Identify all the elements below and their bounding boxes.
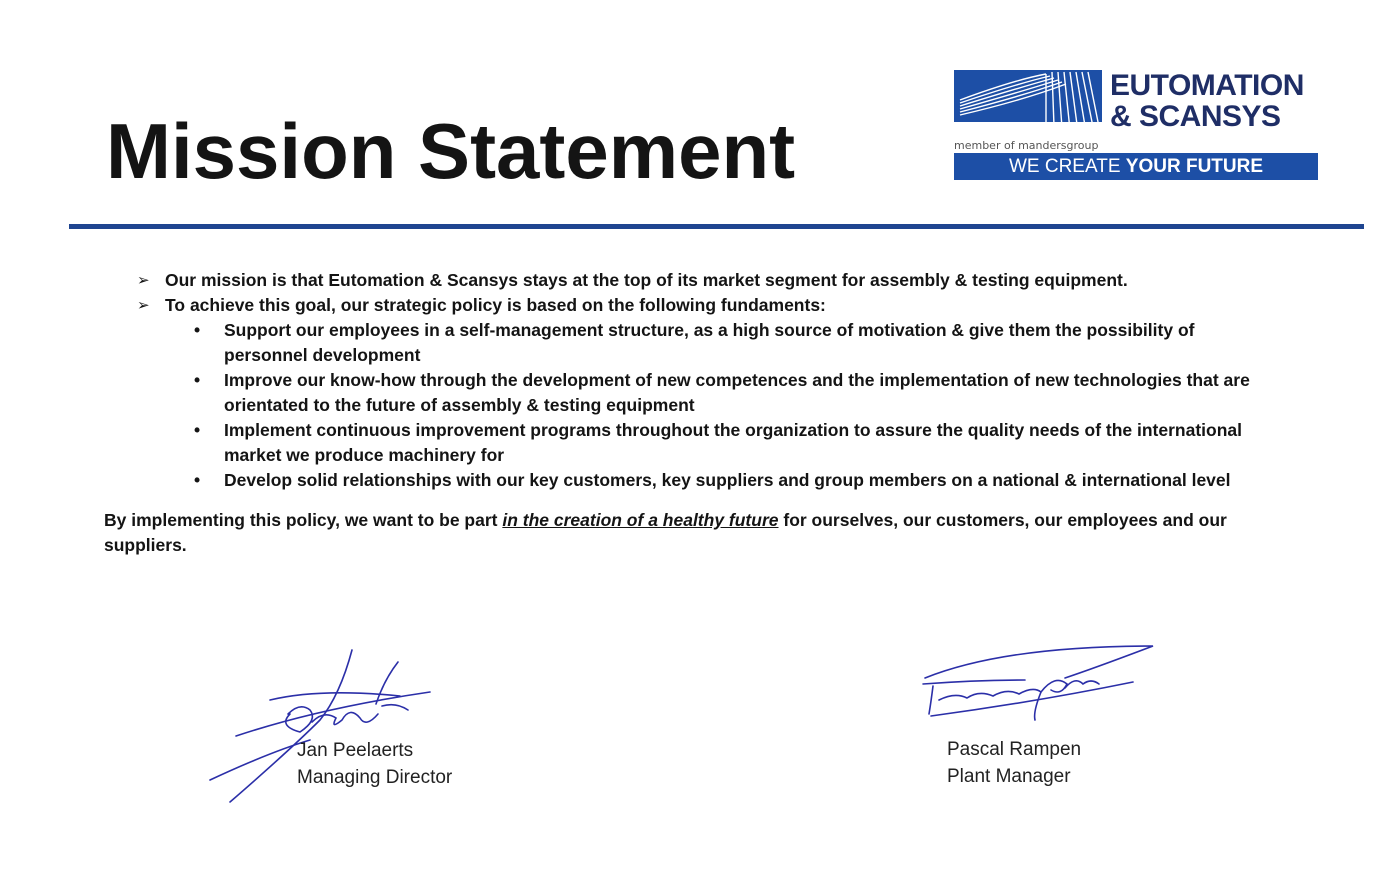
logo-name-line2: & SCANSYS	[1110, 100, 1281, 133]
arrowhead-bullet-icon: ➢	[137, 272, 150, 289]
closing-after: for ourselves, our customers, our employees and our suppliers.	[104, 510, 1227, 555]
mission-point-text: Our mission is that Eutomation & Scansys stays at the top of its market segment for assembly & testing equipment.	[165, 270, 1128, 290]
bullet-dot-icon: •	[194, 470, 201, 490]
arrowhead-bullet-icon: ➢	[137, 297, 150, 314]
mission-point	[104, 268, 1264, 293]
signature-pascal-rampen	[915, 640, 1165, 725]
fundament-item	[104, 368, 1264, 418]
logo-wordmark	[1110, 70, 1304, 132]
closing-before: By implementing this policy, we want to be part	[104, 510, 503, 530]
mission-points	[104, 268, 1264, 318]
signatory-name: Jan Peelaerts	[297, 740, 414, 761]
company-logo	[954, 70, 1322, 182]
bullet-dot-icon: •	[194, 320, 201, 340]
closing-emphasis: in the creation of a healthy future	[502, 510, 779, 530]
fundaments-list	[104, 318, 1264, 493]
tagline-bold: YOUR FUTURE	[1125, 156, 1264, 177]
mission-point	[104, 293, 1264, 318]
bullet-dot-icon: •	[194, 420, 201, 440]
mission-body	[104, 268, 1264, 558]
fundament-text: Improve our know-how through the development of new competences and the implementation of new technologies that are orientated to the future of assembly & testing equipment	[224, 370, 1250, 415]
bullet-dot-icon: •	[194, 370, 201, 390]
fundament-text: Implement continuous improvement programs throughout the organization to assure the quality needs of the international market we produce machinery for	[224, 420, 1242, 465]
logo-name-line1: EUTOMATION	[1110, 69, 1304, 102]
signatory-role: Managing Director	[297, 767, 453, 788]
tagline-light: WE CREATE	[1008, 156, 1126, 177]
logo-tagline	[954, 153, 1318, 180]
fundament-text: Develop solid relationships with our key customers, key suppliers and group members on a national & international level	[224, 470, 1231, 490]
logo-member-text: member of mandersgroup	[954, 139, 1099, 152]
fundament-item	[104, 318, 1264, 368]
fundament-text: Support our employees in a self-management structure, as a high source of motivation & give them the possibility of personnel development	[224, 320, 1195, 365]
fundament-item	[104, 418, 1264, 468]
page-title: Mission Statement	[106, 107, 796, 195]
wave-lines-logo-icon	[954, 70, 1102, 134]
header-divider	[69, 224, 1364, 229]
signatory-name: Pascal Rampen	[947, 739, 1082, 760]
mission-point-text: To achieve this goal, our strategic policy is based on the following fundaments:	[165, 295, 826, 315]
fundament-item	[104, 468, 1264, 493]
closing-paragraph	[104, 508, 1254, 558]
signatory-role: Plant Manager	[947, 766, 1071, 787]
